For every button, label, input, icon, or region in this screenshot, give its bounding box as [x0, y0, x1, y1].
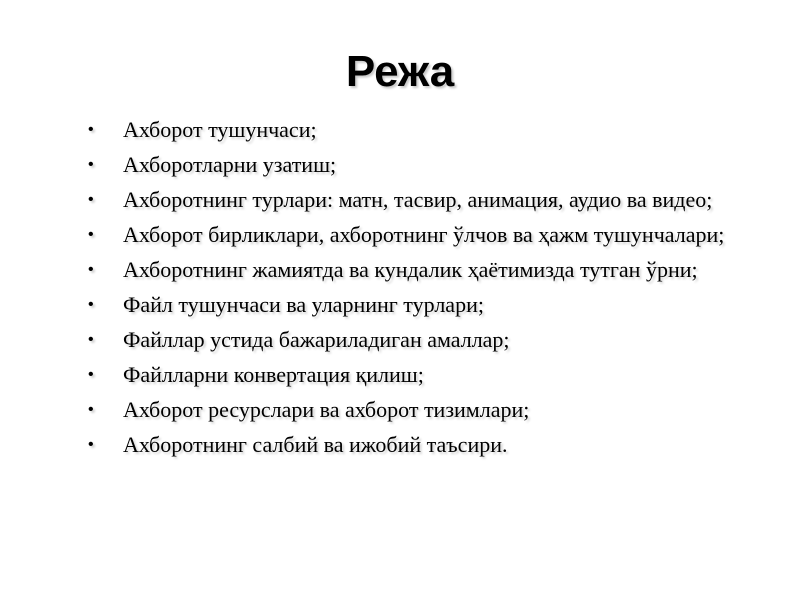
bullet-icon: • — [88, 156, 94, 173]
bullet-icon: • — [88, 296, 94, 313]
list-item — [88, 398, 728, 422]
list-item-text: Файлларни конвертация қилиш; — [123, 362, 424, 387]
bullet-icon: • — [88, 401, 94, 418]
list-item-text: Ахборот ресурслари ва ахборот тизимлари; — [123, 397, 530, 422]
list-item — [88, 433, 728, 457]
bullet-list — [88, 118, 728, 468]
list-item — [88, 153, 728, 177]
list-item-text: Файллар устида бажариладиган амаллар; — [123, 327, 510, 352]
bullet-icon: • — [88, 331, 94, 348]
list-item — [88, 293, 728, 317]
bullet-icon: • — [88, 121, 94, 138]
bullet-icon: • — [88, 226, 94, 243]
list-item — [88, 188, 728, 212]
list-item-text: Ахборотларни узатиш; — [123, 152, 337, 177]
list-item-text: Ахборотнинг жамиятда ва кундалик ҳаётимизда тутган ўрни; — [123, 257, 698, 282]
bullet-icon: • — [88, 436, 94, 453]
bullet-icon: • — [88, 191, 94, 208]
list-item-text: Ахборотнинг салбий ва ижобий таъсири. — [123, 432, 508, 457]
list-item-text: Ахборот тушунчаси; — [123, 117, 317, 142]
list-item — [88, 328, 728, 352]
list-item-text: Ахборотнинг турлари: матн, тасвир, анимация, аудио ва видео; — [123, 187, 713, 212]
list-item — [88, 118, 728, 142]
list-item — [88, 363, 728, 387]
list-item-text: Ахборот бирликлари, ахборотнинг ўлчов ва ҳажм тушунчалари; — [123, 222, 725, 247]
list-item-text: Файл тушунчаси ва уларнинг турлари; — [123, 292, 484, 317]
bullet-icon: • — [88, 261, 94, 278]
list-item — [88, 258, 728, 282]
bullet-icon: • — [88, 366, 94, 383]
list-item — [88, 223, 728, 247]
slide-title: Режа — [345, 47, 455, 96]
